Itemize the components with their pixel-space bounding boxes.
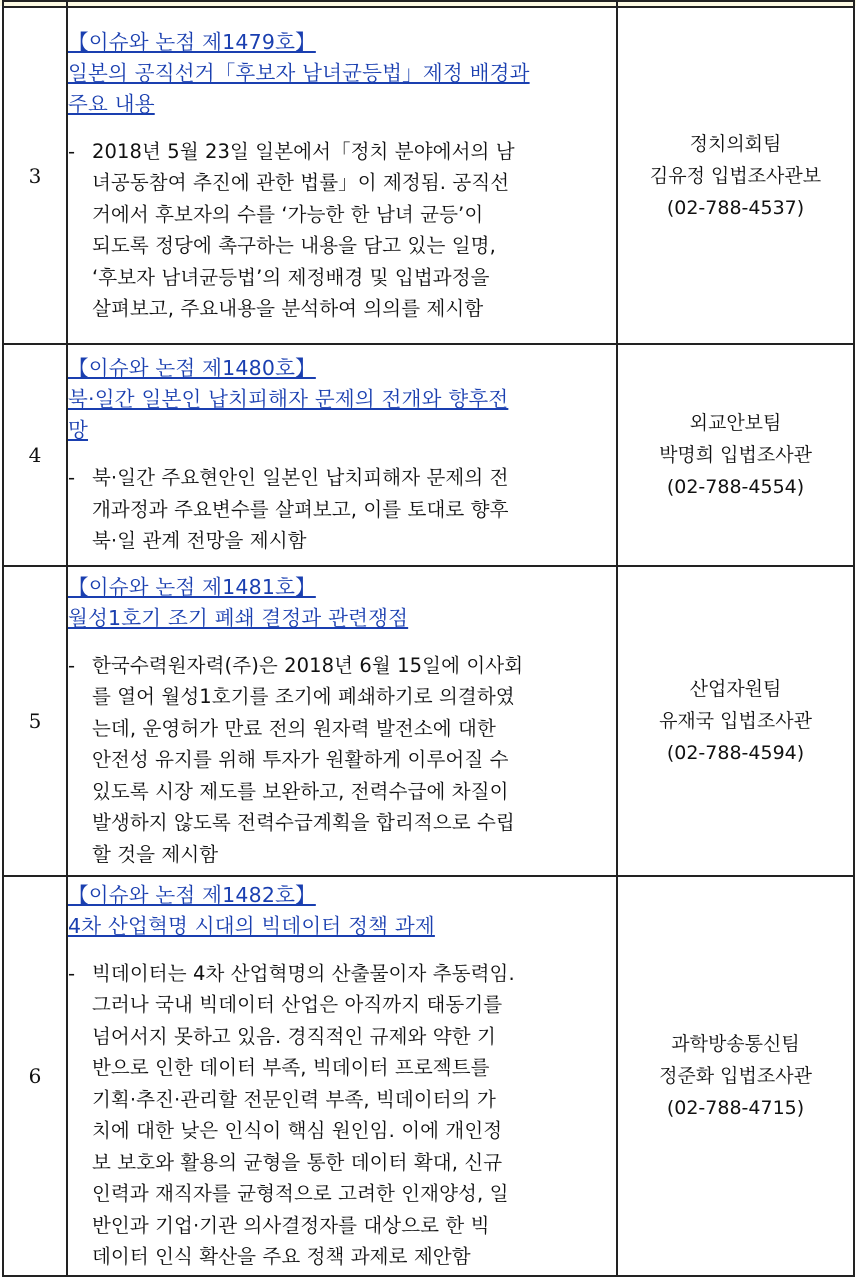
- summary-line: 치에 대한 낮은 인식이 핵심 원인임. 이에 개인정: [92, 1119, 503, 1142]
- summary-line: 거에서 후보자의 수를 ‘가능한 한 남녀 균등’이: [92, 202, 484, 226]
- summary-line: 2018년 5월 23일 일본에서「정치 분야에서의 남: [92, 139, 515, 163]
- bullet-dash: -: [68, 139, 76, 163]
- summary-line: 있도록 시장 제도를 보완하고, 전력수급에 차질이: [92, 779, 509, 803]
- report-cell: [67, 566, 617, 876]
- bullet-dash: -: [68, 961, 76, 985]
- summary-line: 살펴보고, 주요내용을 분석하여 의의를 제시함: [92, 297, 484, 320]
- bullet-dash: -: [68, 653, 76, 677]
- summary-line: 안전성 유지를 위해 투자가 원활하게 이루어질 수: [92, 748, 509, 772]
- row-number: 6: [3, 876, 67, 1276]
- report-cell: [67, 876, 617, 1276]
- team-name: 과학방송통신팀: [671, 1033, 800, 1055]
- summary-line: 되도록 정당에 촉구하는 내용을 담고 있는 일명,: [92, 234, 496, 257]
- summary-line: 빅데이터는 4차 산업혁명의 산출물이자 추동력임.: [92, 961, 515, 985]
- summary-line: 데이터 인식 확산을 주요 정책 과제로 제안함: [92, 1245, 471, 1268]
- summary-line: 반으로 인한 데이터 부족, 빅데이터 프로젝트를: [92, 1056, 490, 1079]
- report-title-line: 【이슈와 논점 제1479호】: [68, 29, 316, 54]
- table-row: [3, 876, 854, 1276]
- row-number: 5: [3, 566, 67, 876]
- report-link[interactable]: [68, 27, 616, 120]
- report-title-line: 일본의 공직선거「후보자 남녀균등법」제정 배경과: [68, 60, 530, 85]
- contact-cell: [617, 566, 854, 876]
- researcher-name: 유재국 입법조사관: [659, 710, 812, 732]
- row-number: 4: [3, 344, 67, 566]
- summary-line: 는데, 운영허가 만료 전의 원자력 발전소에 대한: [92, 716, 496, 740]
- report-summary: [68, 958, 616, 1273]
- report-cell: [67, 7, 617, 344]
- summary-line: 기획·추진·관리할 전문인력 부족, 빅데이터의 가: [92, 1087, 496, 1111]
- team-name: 정치의회팀: [689, 132, 782, 155]
- table-row: [3, 7, 854, 344]
- report-table: [2, 0, 855, 1277]
- summary-line: 개과정과 주요변수를 살펴보고, 이를 토대로 향후: [92, 497, 509, 521]
- phone-number: (02-788-4537): [666, 196, 805, 219]
- contact-cell: [617, 344, 854, 566]
- researcher-name: 김유정 입법조사관보: [649, 164, 822, 187]
- report-link[interactable]: [68, 572, 616, 634]
- table-row: [3, 566, 854, 876]
- report-summary: [68, 136, 616, 325]
- summary-line: ‘후보자 남녀균등법’의 제정배경 및 입법과정을: [92, 265, 490, 289]
- bullet-dash: -: [68, 466, 76, 490]
- phone-number: (02-788-4554): [666, 476, 805, 498]
- report-title-line: 망: [68, 418, 89, 443]
- report-title-line: 【이슈와 논점 제1480호】: [68, 356, 316, 381]
- report-summary: [68, 650, 616, 871]
- summary-line: 발생하지 않도록 전력수급계획을 합리적으로 수립: [92, 811, 515, 835]
- report-summary: [68, 462, 616, 557]
- team-name: 산업자원팀: [689, 678, 782, 700]
- summary-line: 한국수력원자력(주)은 2018년 6월 15일에 이사회: [92, 653, 524, 677]
- report-title-line: 4차 산업혁명 시대의 빅데이터 정책 과제: [68, 913, 435, 938]
- table-row: [3, 344, 854, 566]
- summary-line: 넘어서지 못하고 있음. 경직적인 규제와 약한 기: [92, 1024, 496, 1048]
- report-link[interactable]: [68, 353, 616, 446]
- report-title-line: 북·일간 일본인 납치피해자 문제의 전개와 향후전: [68, 387, 509, 412]
- report-title-line: 월성1호기 조기 폐쇄 결정과 관련쟁점: [68, 605, 409, 630]
- summary-line: 보 보호와 활용의 균형을 통한 데이터 확대, 신규: [92, 1150, 503, 1174]
- contact-cell: [617, 876, 854, 1276]
- report-title-line: 【이슈와 논점 제1482호】: [68, 882, 316, 907]
- summary-line: 를 열어 월성1호기를 조기에 폐쇄하기로 의결하였: [92, 685, 515, 709]
- report-title-line: 주요 내용: [68, 91, 155, 116]
- phone-number: (02-788-4715): [666, 1097, 805, 1119]
- summary-line: 인력과 재직자를 균형적으로 고려한 인재양성, 일: [92, 1182, 509, 1205]
- report-cell: [67, 344, 617, 566]
- summary-line: 북·일간 주요현안인 일본인 납치피해자 문제의 전: [92, 466, 509, 490]
- summary-line: 그러나 국내 빅데이터 산업은 아직까지 태동기를: [92, 993, 503, 1016]
- summary-line: 할 것을 제시함: [92, 842, 219, 866]
- summary-line: 반인과 기업·기관 의사결정자를 대상으로 한 빅: [92, 1213, 490, 1237]
- researcher-name: 박명희 입법조사관: [659, 444, 812, 466]
- summary-line: 북·일 관계 전망을 제시함: [92, 529, 307, 553]
- contact-cell: [617, 7, 854, 344]
- report-link[interactable]: [68, 880, 616, 942]
- team-name: 외교안보팀: [689, 412, 782, 434]
- phone-number: (02-788-4594): [666, 742, 805, 764]
- report-title-line: 【이슈와 논점 제1481호】: [68, 574, 316, 599]
- researcher-name: 정준화 입법조사관: [659, 1065, 812, 1087]
- summary-line: 녀공동참여 추진에 관한 법률」이 제정됨. 공직선: [92, 171, 510, 194]
- row-number: 3: [3, 7, 67, 344]
